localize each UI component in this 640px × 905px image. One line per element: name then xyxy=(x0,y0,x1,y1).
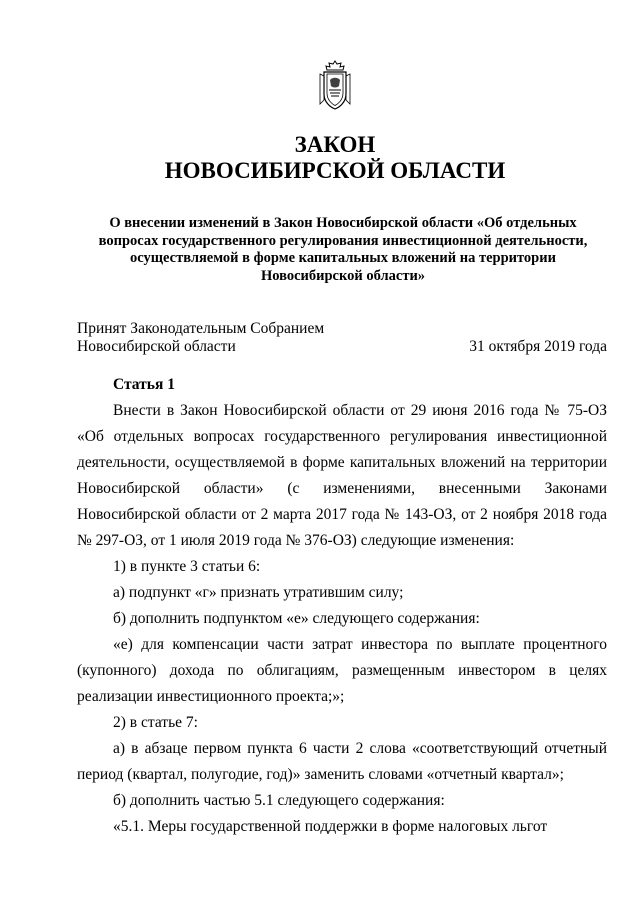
document-title-line2: НОВОСИБИРСКОЙ ОБЛАСТИ xyxy=(164,158,506,183)
article-body xyxy=(77,372,607,840)
article-heading: Статья 1 xyxy=(113,376,175,393)
article-paragraph: а) подпункт «г» признать утратившим силу; xyxy=(113,584,404,601)
article-paragraph: б) дополнить частью 5.1 следующего содержания: xyxy=(113,792,445,809)
article-paragraph: а) в абзаце первом пункта 6 части 2 слова «соответствующий отчетный период (квартал, полугодие, год)» заменить словами «отчетный квартал»; xyxy=(77,740,607,783)
adoption-date: 31 октября 2019 года xyxy=(469,338,607,355)
adoption-line2: Новосибирской области xyxy=(77,338,236,355)
article-paragraph: «5.1. Меры государственной поддержки в форме налоговых льгот xyxy=(113,818,548,835)
document-title-line1: ЗАКОН xyxy=(294,132,376,157)
coat-of-arms-icon xyxy=(318,60,352,114)
adoption-line1: Принят Законодательным Собранием xyxy=(77,320,325,337)
article-paragraph: Внести в Закон Новосибирской области от 29 июня 2016 года № 75-ОЗ «Об отдельных вопросах государственного регулирования инвестиционной деятельности, осуществляемой в форме капитальных вложений на территории Новосибирской области» (с изменениями, внесенными Законами Новосибирской области от 2 марта 2017 года № 143-ОЗ, от 2 ноября 2018 года № 297-ОЗ, от 1 июля 2019 года № 376-ОЗ) следующие изменения: xyxy=(77,402,607,549)
adoption-block xyxy=(77,320,607,356)
article-paragraph: «е) для компенсации части затрат инвестора по выплате процентного (купонного) дохода по облигациям, размещенным инвестором в целях реализации инвестиционного проекта;»; xyxy=(77,636,607,705)
article-paragraph: б) дополнить подпунктом «е» следующего содержания: xyxy=(113,610,480,627)
article-paragraph: 2) в статье 7: xyxy=(113,714,198,731)
document-subtitle: О внесении изменений в Закон Новосибирской области «Об отдельных вопросах государственного регулирования инвестиционной деятельности, осуществляемой в форме капитальных вложений на территории Новосибирской области» xyxy=(98,215,588,284)
article-paragraph: 1) в пункте 3 статьи 6: xyxy=(113,558,261,575)
